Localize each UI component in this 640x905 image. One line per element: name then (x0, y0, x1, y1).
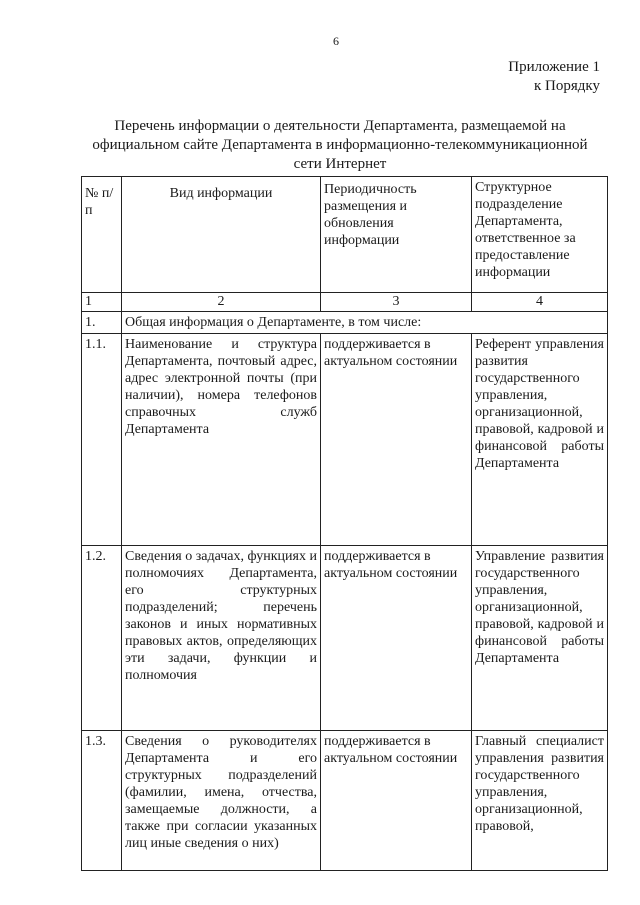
column-number-row (82, 293, 608, 312)
row-info-type: Сведения о задачах, функциях и полномочиях Департамента, его структурных подразделений; перечень законов и иных нормативных правовых актов, определяющих эти задачи, функции и полномочия (122, 546, 321, 731)
title-line-3: сети Интернет (293, 156, 387, 172)
row-responsible-unit: Референт управления развития государственного управления, организационной, правовой, кадровой и финансовой работы Департамента (472, 334, 608, 546)
row-num: 1.1. (82, 334, 122, 546)
appendix-line-1: Приложение 1 (508, 59, 600, 75)
column-number-3: 3 (321, 293, 472, 312)
row-responsible-unit: Главный специалист управления развития государственного управления, организационной, правовой, (472, 731, 608, 871)
row-info-type: Наименование и структура Департамента, почтовый адрес, адрес электронной почты (при наличии), номера телефонов справочных служб Департамента (122, 334, 321, 546)
title-line-2: официальном сайте Департамента в информационно-телекоммуникационной (92, 137, 588, 153)
header-periodicity: Периодичность размещения и обновления информации (321, 177, 472, 293)
row-responsible-unit: Управление развития государственного управления, организационной, правовой, кадровой и финансовой работы Департамента (472, 546, 608, 731)
header-info-type: Вид информации (122, 177, 321, 293)
appendix-label (508, 58, 600, 96)
header-row (82, 177, 608, 293)
table-row (82, 731, 608, 871)
row-info-type: Сведения о руководителях Департамента и его структурных подразделений (фамилии, имена, отчества, замещаемые должности, а также при согласии указанных лиц иные сведения о них) (122, 731, 321, 871)
section-label: Общая информация о Департаменте, в том числе: (122, 312, 608, 334)
table-row (82, 546, 608, 731)
header-responsible-unit: Структурное подразделение Департамента, ответственное за предоставление информации (472, 177, 608, 293)
document-title (80, 117, 600, 174)
header-num: № п/п (82, 177, 122, 293)
page-number: 6 (333, 34, 339, 48)
row-periodicity: поддерживается в актуальном состоянии (321, 546, 472, 731)
section-row (82, 312, 608, 334)
row-num: 1.3. (82, 731, 122, 871)
appendix-line-2: к Порядку (534, 78, 600, 94)
table-row (82, 334, 608, 546)
information-table (81, 176, 608, 871)
title-line-1: Перечень информации о деятельности Департамента, размещаемой на (114, 118, 566, 134)
column-number-4: 4 (472, 293, 608, 312)
row-num: 1.2. (82, 546, 122, 731)
column-number-2: 2 (122, 293, 321, 312)
row-periodicity: поддерживается в актуальном состоянии (321, 334, 472, 546)
section-num: 1. (82, 312, 122, 334)
column-number-1: 1 (82, 293, 122, 312)
row-periodicity: поддерживается в актуальном состоянии (321, 731, 472, 871)
